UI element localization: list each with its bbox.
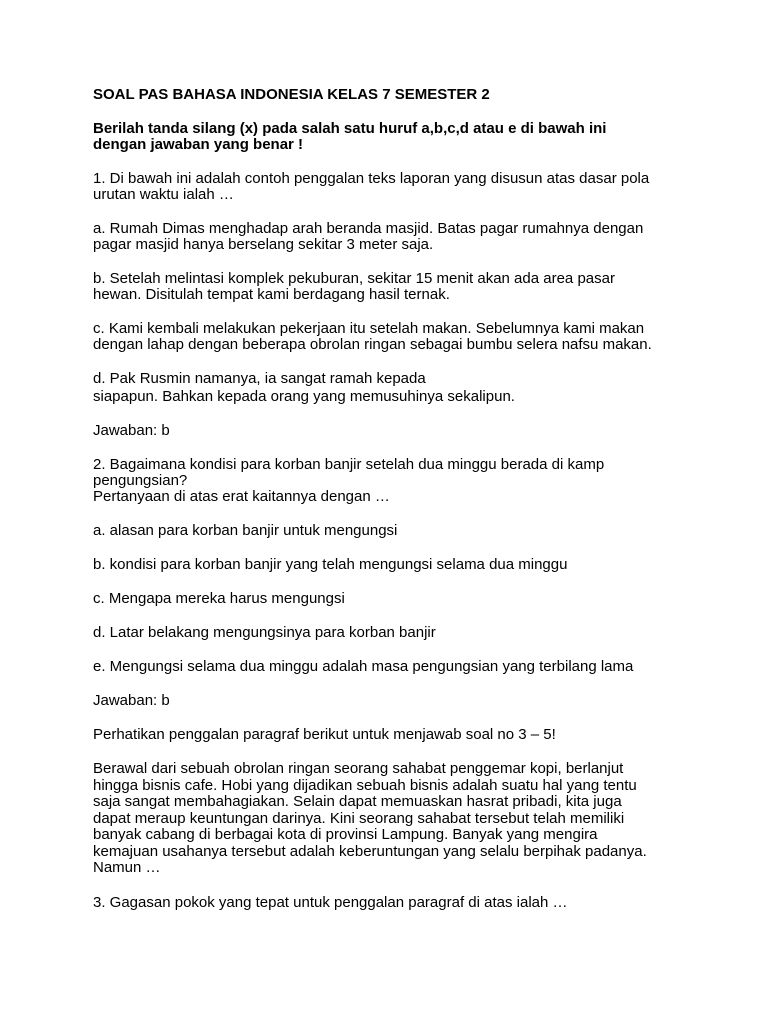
question-3: 3. Gagasan pokok yang tepat untuk penggalan paragraf di atas ialah … [93,893,568,911]
q2-option-d: d. Latar belakang mengungsinya para korban banjir [93,624,436,641]
passage-intro: Perhatikan penggalan paragraf berikut untuk menjawab soal no 3 – 5! [93,726,556,743]
q2-option-a: a. alasan para korban banjir untuk mengungsi [93,522,398,539]
q1-option-d-line1: d. Pak Rusmin namanya, ia sangat ramah kepada [93,370,426,387]
q2-option-e: e. Mengungsi selama dua minggu adalah masa pengungsian yang terbilang lama [93,658,634,675]
q2-option-c: c. Mengapa mereka harus mengungsi [93,590,345,607]
passage-paragraph: Berawal dari sebuah obrolan ringan seorang sahabat penggemar kopi, berlanjut hingga bisnis cafe. Hobi yang dijadikan sebuah bisnis adalah suatu hal yang tentu saja sangat membahagiakan. Selain dapat memuaskan hasrat pribadi, kita juga dapat meraup keuntungan darinya. Kini seorang sahabat tersebut telah memiliki banyak cabang di berbagai kota di provinsi Lampung. Banyak yang mengira kemajuan usahanya tersebut adalah keberuntungan yang selalu berpihak padanya. Namun … [93,760,647,876]
q2-answer: Jawaban: b [93,692,170,709]
q1-answer: Jawaban: b [93,422,170,439]
q1-option-d-line2: siapapun. Bahkan kepada orang yang memusuhinya sekalipun. [93,388,515,405]
q1-option-a: a. Rumah Dimas menghadap arah beranda masjid. Batas pagar rumahnya dengan pagar masjid hanya berselang sekitar 3 meter saja. [93,220,644,253]
q1-option-c: c. Kami kembali melakukan pekerjaan itu setelah makan. Sebelumnya kami makan dengan lahap dengan beberapa obrolan ringan sebagai bumbu selera nafsu makan. [93,320,652,353]
document-page [93,87,693,911]
document-title: SOAL PAS BAHASA INDONESIA KELAS 7 SEMESTER 2 [93,86,490,103]
question-2-followup: Pertanyaan di atas erat kaitannya dengan … [93,488,390,505]
q1-option-b: b. Setelah melintasi komplek pekuburan, sekitar 15 menit akan ada area pasar hewan. Disitulah tempat kami berdagang hasil ternak. [93,270,615,303]
q2-option-b: b. kondisi para korban banjir yang telah mengungsi selama dua minggu [93,556,568,573]
question-1: 1. Di bawah ini adalah contoh penggalan teks laporan yang disusun atas dasar pola urutan waktu ialah … [93,170,650,203]
instruction-text: Berilah tanda silang (x) pada salah satu huruf a,b,c,d atau e di bawah ini dengan jawaban yang benar ! [93,120,607,153]
question-2: 2. Bagaimana kondisi para korban banjir setelah dua minggu berada di kamp pengungsian? [93,456,605,489]
